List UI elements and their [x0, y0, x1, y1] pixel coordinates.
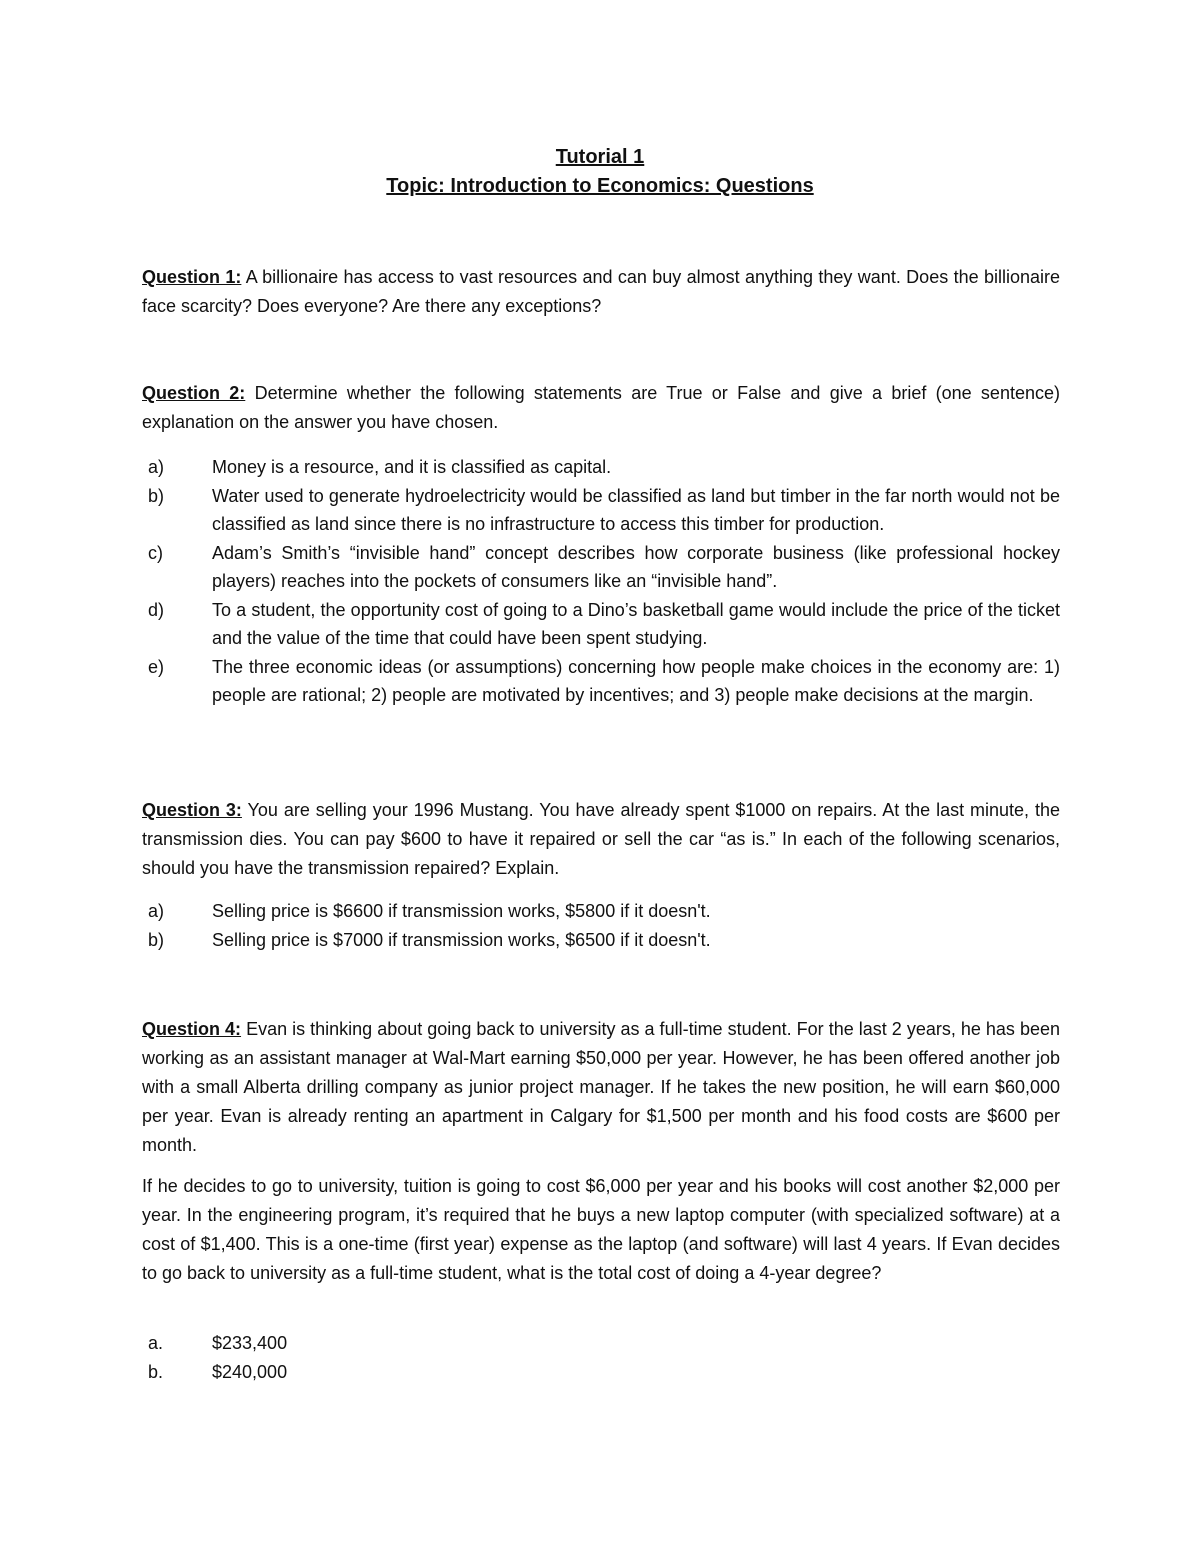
- document-title: Tutorial 1: [555, 146, 645, 168]
- question-2: [142, 379, 1060, 437]
- list-marker: b.: [148, 1361, 164, 1382]
- question-3-text: You are selling your 1996 Mustang. You have already spent $1000 on repairs. At the last minute, the transmission dies. You can pay $600 to have it repaired or sell the car “as is.” In each of the following scenarios, should you have the transmission repaired? Explain.: [142, 800, 1060, 878]
- list-item-text: Money is a resource, and it is classified as capital.: [212, 457, 612, 477]
- list-item-text: Selling price is $6600 if transmission works, $5800 if it doesn't.: [212, 901, 711, 921]
- list-item: [142, 926, 1060, 955]
- question-3: [142, 796, 1060, 883]
- list-item: [142, 1358, 1060, 1387]
- question-4: [142, 1015, 1060, 1160]
- list-marker: d): [148, 599, 165, 620]
- list-item: [142, 653, 1060, 710]
- question-1: [142, 263, 1060, 321]
- question-2-statements: [142, 453, 1060, 710]
- list-item: [142, 897, 1060, 926]
- question-3-scenarios: [142, 897, 1060, 954]
- list-item: [142, 482, 1060, 539]
- list-item-text: $233,400: [212, 1333, 288, 1353]
- question-4-answers: [142, 1329, 1060, 1386]
- list-item: [142, 1329, 1060, 1358]
- list-item-text: Water used to generate hydroelectricity would be classified as land but timber in the far north would not be classified as land since there is no infrastructure to access this timber for production.: [212, 485, 1060, 534]
- question-2-label: Question 2:: [142, 383, 246, 403]
- question-1-text: A billionaire has access to vast resources and can buy almost anything they want. Does the billionaire face scarcity? Does everyone? Are there any exceptions?: [142, 267, 1060, 316]
- list-marker: a.: [148, 1333, 164, 1353]
- question-3-label: Question 3:: [142, 800, 242, 820]
- list-marker: a): [148, 901, 165, 921]
- list-marker: e): [148, 656, 165, 677]
- question-4-paragraph-2: If he decides to go to university, tuition is going to cost $6,000 per year and his books will cost another $2,000 per year. In the engineering program, it’s required that he buys a new laptop computer (with specialized software) at a cost of $1,400. This is a one-time (first year) expense as the laptop (and software) will last 4 years. If Evan decides to go back to university as a full-time student, what is the total cost of doing a 4-year degree?: [142, 1176, 1060, 1283]
- document-topic: Topic: Introduction to Economics: Questions: [386, 175, 814, 197]
- list-item-text: $240,000: [212, 1361, 288, 1382]
- list-item-text: To a student, the opportunity cost of going to a Dino’s basketball game would include the price of the ticket and the value of the time that could have been spent studying.: [212, 599, 1060, 648]
- list-item: [142, 539, 1060, 596]
- question-4-text: Evan is thinking about going back to university as a full-time student. For the last 2 years, he has been working as an assistant manager at Wal-Mart earning $50,000 per year. However, he has been offered another job with a small Alberta drilling company as junior project manager. If he takes the new position, he will earn $60,000 per year. Evan is already renting an apartment in Calgary for $1,500 per month and his food costs are $600 per month.: [142, 1019, 1060, 1155]
- list-item-text: Adam’s Smith’s “invisible hand” concept describes how corporate business (like professional hockey players) reaches into the pockets of consumers like an “invisible hand”.: [212, 542, 1060, 591]
- list-item: [142, 596, 1060, 653]
- question-1-label: Question 1:: [142, 267, 242, 287]
- list-item: [142, 453, 1060, 482]
- list-marker: c): [148, 542, 163, 563]
- list-item-text: The three economic ideas (or assumptions) concerning how people make choices in the economy are: 1) people are rational; 2) people are motivated by incentives; and 3) people make decisions at the margin.: [212, 656, 1060, 705]
- question-2-text: Determine whether the following statements are True or False and give a brief (one sentence) explanation on the answer you have chosen.: [142, 383, 1060, 432]
- list-marker: b): [148, 485, 165, 506]
- list-marker: b): [148, 929, 165, 950]
- list-marker: a): [148, 457, 165, 477]
- list-item-text: Selling price is $7000 if transmission works, $6500 if it doesn't.: [212, 929, 711, 950]
- question-4-label: Question 4:: [142, 1019, 242, 1039]
